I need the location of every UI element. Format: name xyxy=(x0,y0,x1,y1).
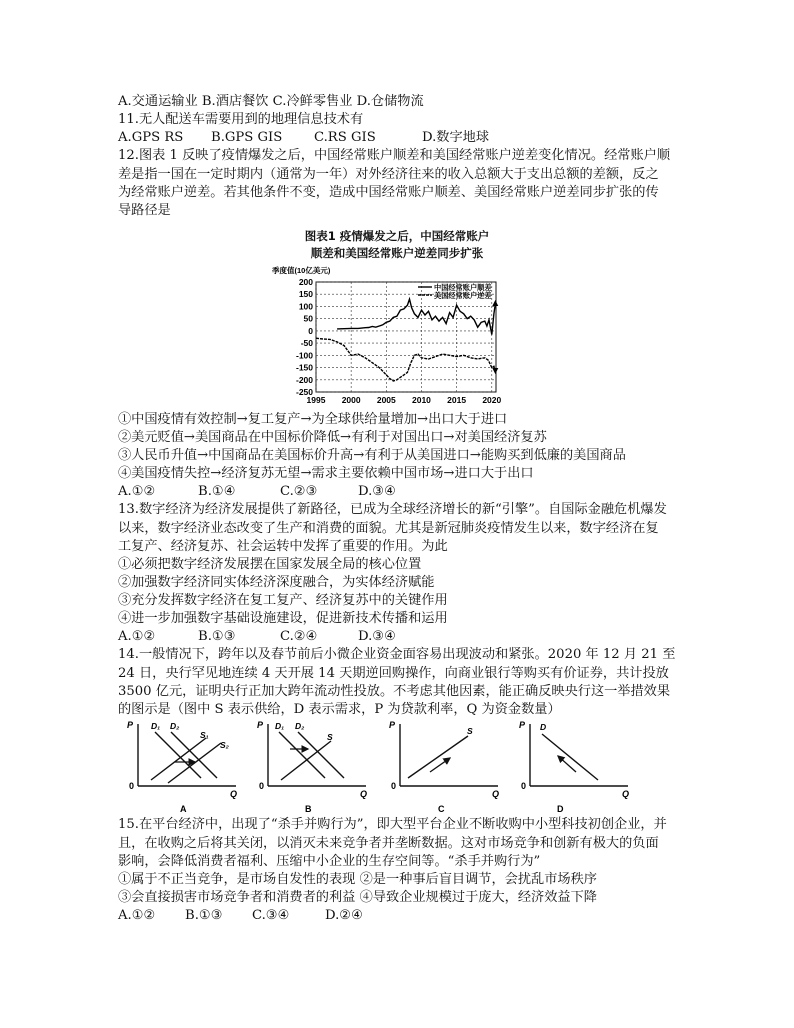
us-end-marker-icon xyxy=(492,368,498,374)
s-label: S xyxy=(467,726,473,736)
y-tick-label: 200 xyxy=(298,277,313,287)
y-tick-label: 100 xyxy=(298,301,313,312)
chart-title-line: 顺差和美国经常账户逆差同步扩张 xyxy=(310,246,484,260)
q13-stem-line: 13.数字经济为经济发展提供了新路径，已成为全球经济增长的新“引擎”。自国际金融危机爆发 xyxy=(118,502,667,517)
q14-stem-line: 3500 亿元，证明央行正加大跨年流动性投放。不考虑其他因素，能正确反映央行这一举措效果 xyxy=(118,684,671,699)
chart-title xyxy=(268,228,526,262)
q12-stem-line: 导路径是 xyxy=(118,203,171,218)
origin-label: 0 xyxy=(521,781,527,791)
y-axis-label: 季度值(10亿美元) xyxy=(272,266,331,275)
d1-label: D₁ xyxy=(151,721,161,731)
current-account-chart xyxy=(268,264,530,406)
s-label: S xyxy=(327,732,333,742)
p-axis-label: P xyxy=(257,720,264,730)
origin-label: 0 xyxy=(391,781,397,791)
supply-curve-s xyxy=(408,736,468,778)
q12-option-d: D.③④ xyxy=(358,484,396,499)
d-label: D xyxy=(540,722,547,732)
y-tick-label: 50 xyxy=(303,313,313,324)
q13-option-d: D.③④ xyxy=(358,629,396,644)
supply-curve-s2 xyxy=(168,743,221,783)
q15-option-d: D.②④ xyxy=(325,908,363,923)
q13-option-b: B.①③ xyxy=(198,629,236,644)
demand-curve-d1 xyxy=(279,732,325,778)
q15-stem-line: 15.在平台经济中，出现了“杀手并购行为”，即大型平台企业不断收购中小型科技初创企业，并 xyxy=(118,817,667,832)
legend-label: 美国经常账户逆差 xyxy=(434,291,492,300)
china-end-marker-icon xyxy=(492,300,498,306)
graph-letter: B xyxy=(305,804,312,814)
q12-stem-line: 为经常账户逆差。若其他条件不变，造成中国经常账户顺差、美国经常账户逆差同步扩张的传 xyxy=(118,185,659,200)
q11-options xyxy=(118,129,489,147)
q13-item: ②加强数字经济同实体经济深度融合，为实体经济赋能 xyxy=(118,575,435,590)
q12-option-a: A.①② xyxy=(118,484,156,499)
supply-demand-graph-d xyxy=(510,716,640,816)
chart-title-line: 图表1 疫情爆发之后，中国经常账户 xyxy=(304,229,490,243)
chart-legend xyxy=(418,283,492,300)
q-axis-label: Q xyxy=(230,789,238,799)
p-axis-label: P xyxy=(519,720,526,730)
china-surplus-line xyxy=(337,299,495,335)
q15-options xyxy=(118,907,363,925)
q13-option-a: A.①② xyxy=(118,629,156,644)
q15-option-c: C.③④ xyxy=(252,908,290,923)
x-tick-label: 2005 xyxy=(376,395,396,405)
q14-stem-line: 14.一般情况下，跨年以及春节前后小微企业资金面容易出现波动和紧张。2020 年 12 月 21 至 xyxy=(118,647,676,662)
q-axis-label: Q xyxy=(492,789,500,799)
s1-label: S₁ xyxy=(200,730,209,740)
y-tick-label: -150 xyxy=(295,362,313,373)
demand-curve-d xyxy=(542,734,598,780)
q13-stem-line: 以来，数字经济业态改变了生产和消费的面貌。尤其是新冠肺炎疫情发生以来，数字经济在复 xyxy=(118,521,659,536)
q-axis-label: Q xyxy=(360,789,368,799)
supply-demand-graph-b xyxy=(248,716,378,816)
q11-option-d: D.数字地球 xyxy=(422,130,490,145)
q12-options xyxy=(118,483,396,501)
q13-item: ③充分发挥数字经济在复工复产、经济复苏中的关键作用 xyxy=(118,593,448,608)
q12-item: ④美国疫情失控→经济复苏无望→需求主要依赖中国市场→进口大于出口 xyxy=(118,466,534,481)
q14-stem-line: 的图示是（图中 S 表示供给，D 表示需求，P 为贷款利率，Q 为资金数量） xyxy=(118,702,561,717)
d1-label: D₁ xyxy=(275,721,285,731)
q13-item: ④进一步加强数字基础设施建设，促进新技术传播和运用 xyxy=(118,611,448,626)
q11-option-a: A.GPS RS xyxy=(118,130,184,145)
q15-item: ①属于不正当竞争，是市场自发性的表现 ②是一种事后盲目调节，会扰乱市场秩序 xyxy=(118,872,597,887)
q12-stem-line: 12.图表 1 反映了疫情爆发之后，中国经常账户顺差和美国经常账户逆差变化情况。经常账户顺 xyxy=(118,148,671,163)
q-axis-label: Q xyxy=(622,789,630,799)
q15-option-b: B.①③ xyxy=(185,908,223,923)
supply-demand-graph-c xyxy=(380,716,510,816)
q12-item: ③人民币升值→中国商品在美国标价升高→有利于从美国进口→能购买到低廉的美国商品 xyxy=(118,448,626,463)
y-tick-label: -200 xyxy=(295,374,313,385)
q13-options xyxy=(118,628,396,646)
q15-stem-line: 影响，会降低消费者福利、压缩中小企业的生存空间等。“杀手并购行为” xyxy=(118,854,541,869)
y-tick-label: 150 xyxy=(298,289,313,300)
q11-option-c: C.RS GIS xyxy=(314,130,376,145)
q12-stem-line: 差是指一国在一定时期内（通常为一年）对外经济往来的收入总额大于支出总额的差额，反之 xyxy=(118,167,659,182)
p-axis-label: P xyxy=(127,720,134,730)
graph-letter: C xyxy=(438,804,445,814)
supply-curve-s xyxy=(281,741,331,780)
graph-letter: D xyxy=(557,804,564,814)
q12-option-b: B.①④ xyxy=(198,484,236,499)
x-tick-label: 2010 xyxy=(412,395,431,405)
us-deficit-line xyxy=(316,338,495,381)
d2-label: D₂ xyxy=(295,721,305,731)
y-tick-label: -250 xyxy=(295,387,313,397)
q11-stem: 11.无人配送车需要用到的地理信息技术有 xyxy=(118,112,364,127)
q13-option-c: C.②④ xyxy=(280,629,318,644)
y-tick-label: -100 xyxy=(295,350,313,361)
origin-label: 0 xyxy=(259,781,265,791)
s2-label: S₂ xyxy=(220,740,229,750)
origin-label: 0 xyxy=(129,781,135,791)
legend-label: 中国经常账户顺差 xyxy=(434,283,492,292)
y-tick-label: 0 xyxy=(308,325,313,336)
q12-item: ②美元贬值→美国商品在中国标价降低→有利于对国出口→对美国经济复苏 xyxy=(118,430,547,445)
x-tick-label: 2015 xyxy=(447,395,467,405)
q15-stem-line: 且，在收购之后将其关闭，以消灭未来竞争者并垄断数据。这对市场竞争和创新有极大的负面 xyxy=(118,836,659,851)
x-tick-label: 1995 xyxy=(306,395,326,405)
q12-option-c: C.②③ xyxy=(280,484,318,499)
x-tick-label: 2020 xyxy=(482,395,502,405)
q10-options: A.交通运输业 B.酒店餐饮 C.冷鲜零售业 D.仓储物流 xyxy=(118,94,424,109)
chart-lines xyxy=(316,299,498,381)
q14-stem-line: 24 日，央行罕见地连续 4 天开展 14 天期逆回购操作，向商业银行等购买有价证券，共计投放 xyxy=(118,666,669,681)
demand-curve-d2 xyxy=(298,732,344,778)
q15-option-a: A.①② xyxy=(118,908,156,923)
q12-item: ①中国疫情有效控制→复工复产→为全球供给量增加→出口大于进口 xyxy=(118,412,508,427)
supply-demand-graph-a xyxy=(118,716,248,816)
q11-option-b: B.GPS GIS xyxy=(211,130,283,145)
q13-item: ①必须把数字经济发展摆在国家发展全局的核心位置 xyxy=(118,557,422,572)
y-tick-label: -50 xyxy=(300,338,313,349)
x-tick-label: 2000 xyxy=(341,395,361,405)
graph-letter: A xyxy=(180,804,187,814)
movement-arrow-icon xyxy=(558,756,576,772)
q13-stem-line: 工复产、经济复苏、社会运转中发挥了重要的作用。为此 xyxy=(118,539,448,554)
d2-label: D₂ xyxy=(170,721,180,731)
q15-item: ③会直接损害市场竞争者和消费者的利益 ④导致企业规模过于庞大，经济效益下降 xyxy=(118,890,597,905)
p-axis-label: P xyxy=(389,720,396,730)
